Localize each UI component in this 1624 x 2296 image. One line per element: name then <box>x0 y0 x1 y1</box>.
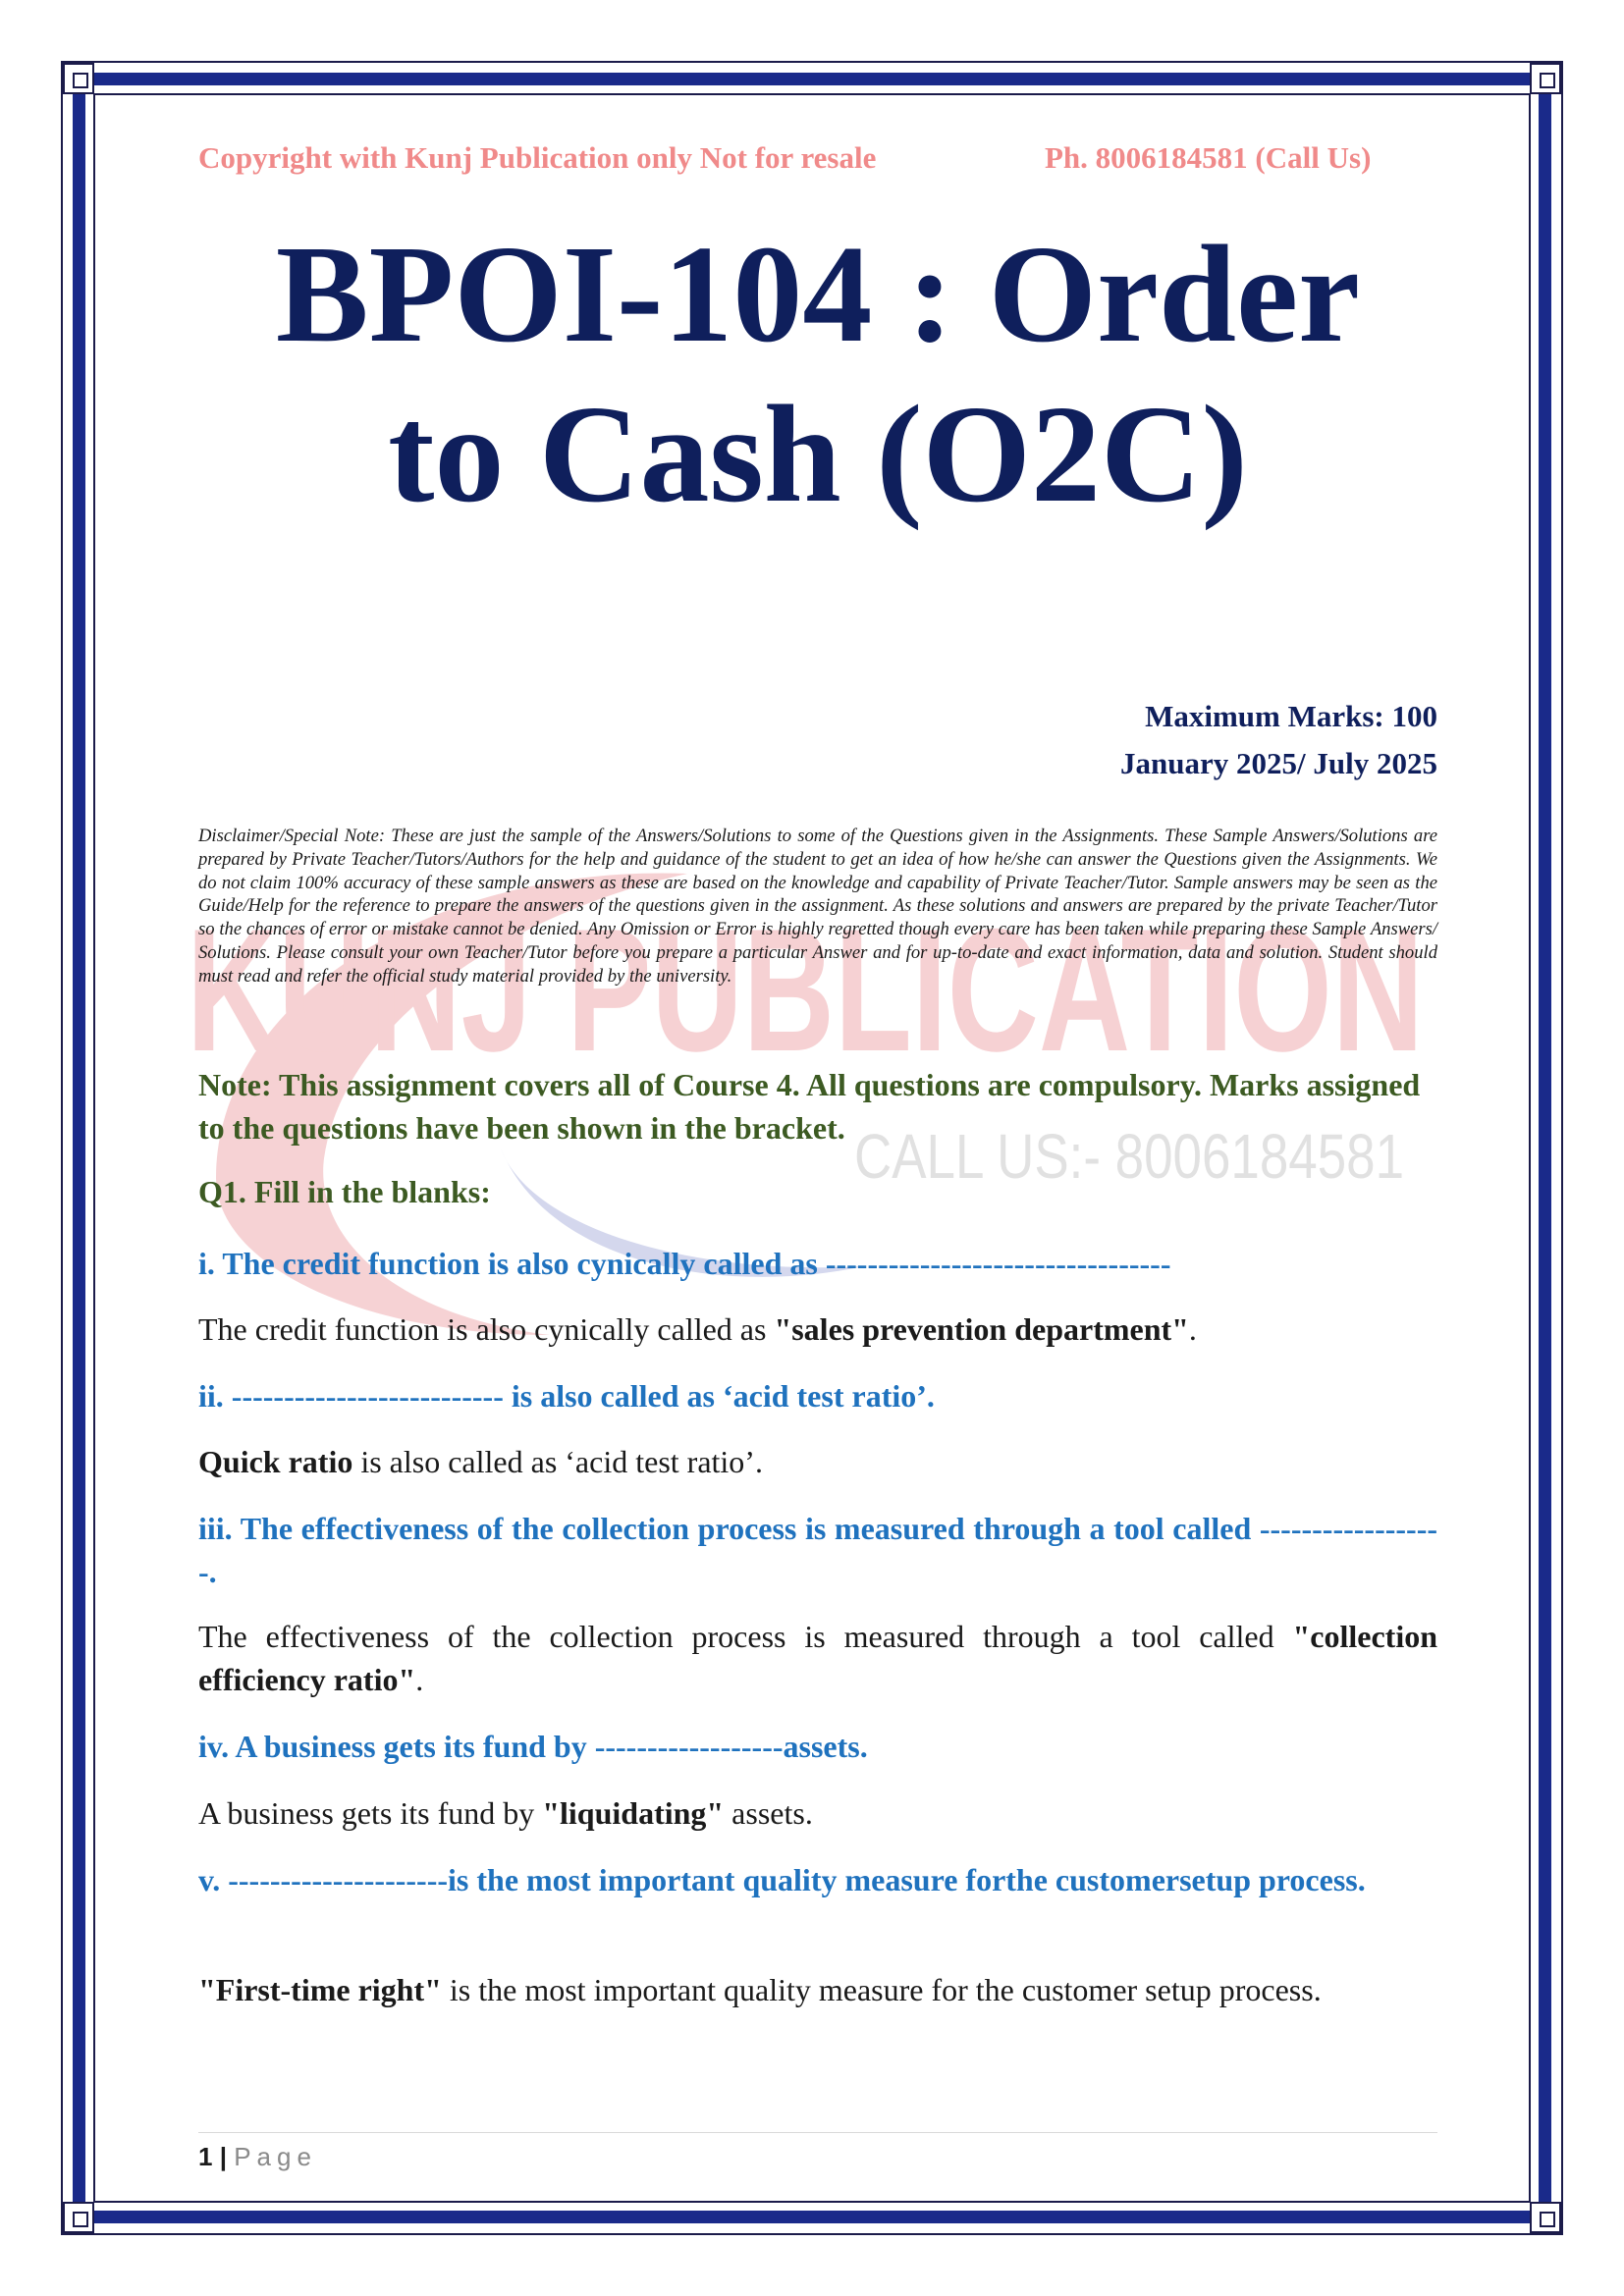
corner-ornament <box>63 63 94 94</box>
answer-text: . <box>415 1662 424 1697</box>
answer-1 <box>198 1308 1437 1351</box>
footer-separator: | <box>219 2142 227 2171</box>
answer-3 <box>198 1615 1437 1701</box>
title-line-1: BPOI-104 : Order <box>275 216 1361 371</box>
answer-key-term: "First-time right" <box>198 1972 442 2007</box>
answer-text: A business gets its fund by <box>198 1795 543 1831</box>
answer-text: is also called as ‘acid test ratio’. <box>352 1444 763 1479</box>
watermark-call: CALL US:- 8006184581 <box>854 1121 1404 1192</box>
session: January 2025/ July 2025 <box>1120 746 1437 780</box>
page-footer <box>198 2142 317 2172</box>
document-title <box>198 214 1437 534</box>
phone-number: Ph. 8006184581 (Call Us) <box>1045 140 1372 175</box>
footer-divider <box>198 2132 1437 2133</box>
question-2: ii. -------------------------- is also called as ‘acid test ratio’. <box>198 1378 935 1414</box>
answer-4 <box>198 1791 1437 1835</box>
answer-text: The credit function is also cynically called as <box>198 1311 775 1347</box>
answer-5 <box>198 1968 1437 2011</box>
question-5: v. ---------------------is the most important quality measure forthe customersetup process. <box>198 1862 1366 1897</box>
maximum-marks: Maximum Marks: 100 <box>1145 699 1437 733</box>
corner-ornament <box>1530 2202 1561 2233</box>
answer-key-term: Quick ratio <box>198 1444 353 1479</box>
answer-key-term: "collection efficiency ratio" <box>198 1619 1437 1697</box>
question-3: iii. The effectiveness of the collection process is measured through a tool called ------------------. <box>198 1511 1437 1589</box>
answer-text: . <box>1188 1311 1197 1347</box>
copyright-text: Copyright with Kunj Publication only Not for resale <box>198 140 877 175</box>
corner-ornament <box>1530 63 1561 94</box>
copyright-header <box>198 140 1437 176</box>
assignment-meta <box>1120 693 1437 787</box>
corner-ornament <box>63 2202 94 2233</box>
page-number: 1 <box>198 2142 213 2171</box>
answer-2 <box>198 1440 1437 1483</box>
section-title: Q1. Fill in the blanks: <box>198 1174 491 1209</box>
disclaimer-text: Disclaimer/Special Note: These are just the sample of the Answers/Solutions to some of the Questions given in the Assignments. These Sample Answers/Solutions are prepared by Private Teacher/Tutors/Authors for the help and guidance of the student to get an idea of how he/she can answer the Questions given the Assignments. We do not claim 100% accuracy of these sample answers as these are based on the knowledge and capability of Private Teacher/Tutor. Sample answers may be seen as the Guide/Help for the reference to prepare the answers of the questions given in the assignment. As these solutions and answers are prepared by the private Teacher/Tutor so the chances of error or mistake cannot be denied. Any Omission or Error is highly regretted though every care has been taken while preparing these Sample Answers/ Solutions. Please consult your own Teacher/Tutor before you prepare a particular Answer and for up-to-date and exact information, data and solution. Student should must read and refer the official study material provided by the university. <box>198 826 1437 987</box>
page-label: Page <box>234 2142 317 2171</box>
answer-text: is the most important quality measure for the customer setup process. <box>441 1972 1322 2007</box>
assignment-note: Note: This assignment covers all of Course 4. All questions are compulsory. Marks assigned to the questions have been shown in the bracket. <box>198 1067 1421 1146</box>
answer-key-term: "liquidating" <box>542 1795 725 1831</box>
answer-text: assets. <box>724 1795 813 1831</box>
question-4: iv. A business gets its fund by ------------------assets. <box>198 1729 868 1764</box>
title-line-2: to Cash (O2C) <box>388 376 1248 531</box>
watermark-brand: KUNJ PUBLICATION <box>187 892 1424 1088</box>
answer-text: The effectiveness of the collection process is measured through a tool called <box>198 1619 1293 1654</box>
question-1: i. The credit function is also cynically called as --------------------------------- <box>198 1246 1171 1281</box>
answer-key-term: "sales prevention department" <box>774 1311 1189 1347</box>
